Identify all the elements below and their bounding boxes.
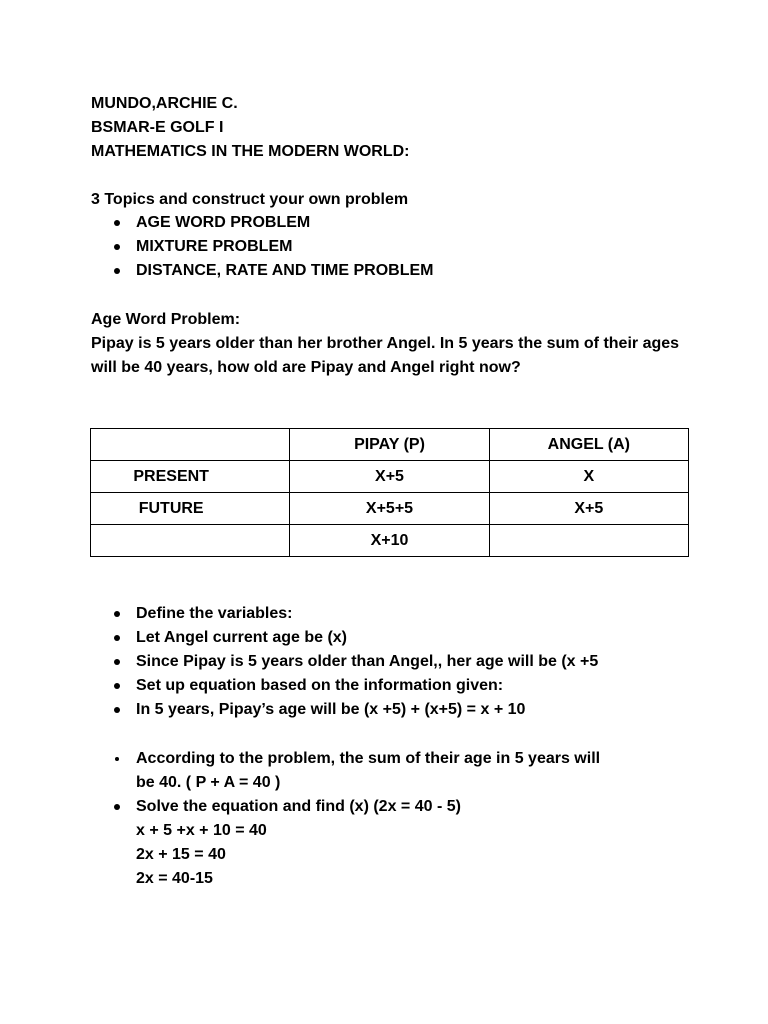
- problem-text: Pipay is 5 years older than her brother Angel. In 5 years the sum of their ages will be 40 years, how old are Pipay and Angel right now?: [91, 335, 680, 376]
- list-item-continuation: be 40. ( P + A = 40 ): [136, 774, 281, 791]
- topics-intro: 3 Topics and construct your own problem: [91, 191, 409, 208]
- bullet-icon: [114, 220, 120, 226]
- age-table: [90, 428, 689, 557]
- table-cell: PRESENT: [91, 461, 290, 493]
- table-cell: X: [489, 461, 688, 493]
- table-cell: [91, 429, 290, 461]
- table-row: [91, 493, 689, 525]
- list-item: AGE WORD PROBLEM: [91, 211, 433, 235]
- bullet-icon: [114, 268, 120, 274]
- table-row: [91, 525, 689, 557]
- steps-list: [91, 602, 598, 722]
- subject-title: MATHEMATICS IN THE MODERN WORLD:: [91, 143, 410, 160]
- list-item: Set up equation based on the information given:: [91, 674, 598, 698]
- list-item: According to the problem, the sum of their age in 5 years will: [91, 747, 600, 771]
- bullet-icon: [114, 707, 120, 713]
- list-item: Let Angel current age be (x): [91, 626, 598, 650]
- bullet-icon: [114, 659, 120, 665]
- topics-list: [91, 211, 433, 283]
- table-cell: PIPAY (P): [290, 429, 489, 461]
- list-item: In 5 years, Pipay’s age will be (x +5) + (x+5) = x + 10: [91, 698, 598, 722]
- list-item: DISTANCE, RATE AND TIME PROBLEM: [91, 259, 433, 283]
- list-item: MIXTURE PROBLEM: [91, 235, 433, 259]
- student-name: MUNDO,ARCHIE C.: [91, 95, 238, 112]
- list-item: Solve the equation and find (x) (2x = 40 - 5): [91, 795, 600, 819]
- table-cell: X+10: [290, 525, 489, 557]
- bullet-icon: [114, 244, 120, 250]
- list-item: Define the variables:: [91, 602, 598, 626]
- bullet-icon: [114, 635, 120, 641]
- table-cell: X+5: [489, 493, 688, 525]
- equation-line: 2x + 15 = 40: [136, 846, 226, 863]
- table-cell: ANGEL (A): [489, 429, 688, 461]
- equation-line: 2x = 40-15: [136, 870, 213, 887]
- bullet-icon: [115, 757, 119, 761]
- bullet-icon: [114, 804, 120, 810]
- bullet-icon: [114, 683, 120, 689]
- table-cell: X+5+5: [290, 493, 489, 525]
- table-cell: [489, 525, 688, 557]
- list-item: Since Pipay is 5 years older than Angel,, her age will be (x +5: [91, 650, 598, 674]
- table-cell: X+5: [290, 461, 489, 493]
- table-header-row: [91, 429, 689, 461]
- equation-line: x + 5 +x + 10 = 40: [136, 822, 267, 839]
- solution-list: [91, 747, 600, 891]
- problem-heading: Age Word Problem:: [91, 311, 241, 328]
- table-row: [91, 461, 689, 493]
- table-cell: FUTURE: [91, 493, 290, 525]
- bullet-icon: [114, 611, 120, 617]
- student-section: BSMAR-E GOLF I: [91, 119, 224, 136]
- table-cell: [91, 525, 290, 557]
